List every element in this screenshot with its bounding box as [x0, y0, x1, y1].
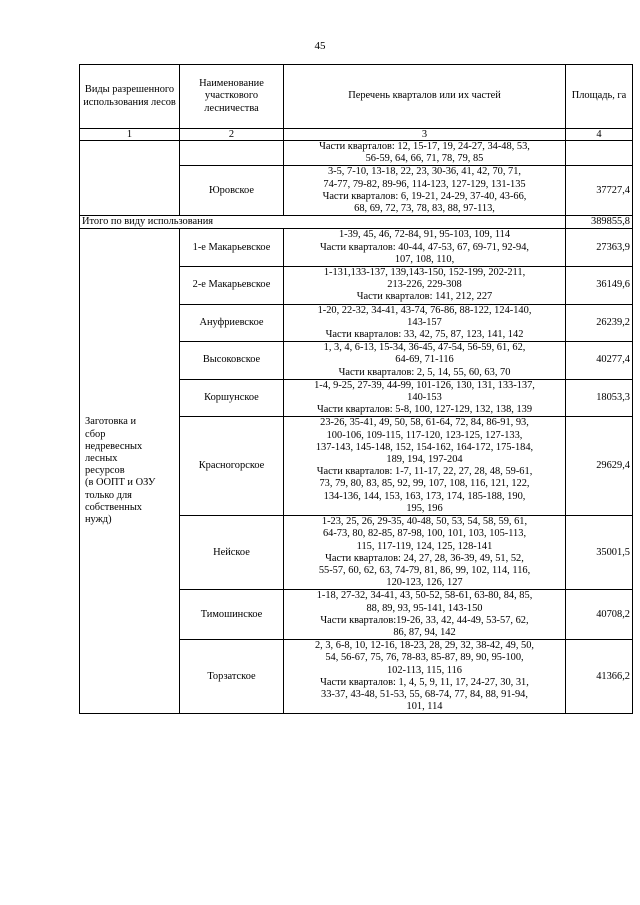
quarters-line: 137-143, 145-148, 152, 154-162, 164-172, 175-184, — [315, 441, 534, 453]
quarters-cell — [284, 379, 566, 417]
column-number: 2 — [180, 129, 284, 141]
column-number: 4 — [566, 129, 633, 141]
quarters-line: 1-39, 45, 46, 72-84, 91, 95-103, 109, 114 — [338, 229, 511, 241]
quarters-line: 64-73, 80, 82-85, 87-98, 100, 101, 103, 105-113, — [322, 528, 527, 540]
area-value: 35001,5 — [566, 516, 633, 590]
use-type-line: только для — [85, 489, 132, 501]
quarters-line: 64-69, 71-116 — [395, 354, 454, 366]
quarters-line: 195, 196 — [406, 502, 443, 514]
area-value: 29629,4 — [566, 417, 633, 516]
column-number: 1 — [80, 129, 180, 141]
quarters-line: 107, 108, 110, — [394, 253, 455, 265]
use-type-line: нужд) — [85, 514, 112, 526]
quarters-line: Части кварталов: 33, 42, 75, 87, 123, 141, 142 — [325, 329, 524, 341]
quarters-cell — [284, 640, 566, 714]
quarters-line: 54, 56-67, 75, 76, 78-83, 85-87, 89, 90, 95-100, — [325, 652, 524, 664]
area-cell-empty — [566, 141, 633, 166]
header-area: Площадь, га — [566, 65, 633, 129]
forestry-name: Юровское — [180, 166, 284, 216]
quarters-line: 33-37, 43-48, 51-53, 55, 68-74, 77, 84, 88, 91-94, — [321, 688, 528, 700]
header-forestry-name: Наименование участкового лесничества — [180, 65, 284, 129]
area-value: 18053,3 — [566, 379, 633, 417]
quarters-line: 68, 69, 72, 73, 78, 83, 88, 97-113, — [354, 203, 495, 215]
quarters-cell — [284, 516, 566, 590]
forestry-name: Красногорское — [180, 417, 284, 516]
quarters-line: 140-153 — [407, 392, 442, 404]
use-type-line: Заготовка и — [85, 416, 137, 428]
table-row — [80, 141, 633, 166]
area-value: 37727,4 — [566, 166, 633, 216]
quarters-line: Части кварталов: 141, 212, 227 — [356, 291, 493, 303]
forestry-name: Высоковское — [180, 342, 284, 380]
quarters-line: 1-20, 22-32, 34-41, 43-74, 76-86, 88-122, 124-140, — [317, 304, 532, 316]
quarters-line: 1, 3, 4, 6-13, 15-34, 36-45, 47-54, 56-59, 61, 62, — [323, 342, 526, 354]
area-value: 40708,2 — [566, 590, 633, 640]
use-type-line: лесных — [85, 453, 118, 465]
quarters-cell — [284, 267, 566, 305]
area-value: 40277,4 — [566, 342, 633, 380]
quarters-line: 74-77, 79-82, 89-96, 114-123, 127-129, 131-135 — [323, 178, 526, 190]
quarters-line: 73, 79, 80, 83, 85, 92, 99, 107, 108, 116, 121, 122, — [319, 478, 530, 490]
quarters-line: Части кварталов: 40-44, 47-53, 67, 69-71, 92-94, — [319, 241, 530, 253]
column-numbers-row — [80, 129, 633, 141]
quarters-line: 189, 194, 197-204 — [386, 454, 463, 466]
quarters-line: 101, 114 — [406, 701, 443, 713]
quarters-line: Части кварталов: 24, 27, 28, 36-39, 49, 51, 52, — [325, 552, 524, 564]
quarters-line: Части кварталов: 1, 4, 5, 9, 11, 17, 24-27, 30, 31, — [320, 676, 529, 688]
quarters-line: 56-59, 64, 66, 71, 78, 79, 85 — [365, 153, 484, 165]
header-use-type: Виды разрешенного использования лесов — [80, 65, 180, 129]
quarters-line: 213-226, 229-308 — [387, 279, 462, 291]
use-type-line: (в ООПТ и ОЗУ — [85, 477, 156, 489]
quarters-line: 115, 117-119, 124, 125, 128-141 — [356, 540, 493, 552]
forestry-name: Тимошинское — [180, 590, 284, 640]
quarters-line: 23-26, 35-41, 49, 50, 58, 61-64, 72, 84, 86-91, 93, — [320, 417, 529, 429]
quarters-line: 3-5, 7-10, 13-18, 22, 23, 30-36, 41, 42, 70, 71, — [327, 166, 522, 178]
quarters-cell — [284, 417, 566, 516]
column-number: 3 — [284, 129, 566, 141]
quarters-line: 100-106, 109-115, 117-120, 123-125, 127-133, — [326, 429, 523, 441]
quarters-cell — [284, 166, 566, 216]
quarters-line: 1-18, 27-32, 34-41, 43, 50-52, 58-61, 63-80, 84, 85, — [316, 590, 533, 602]
quarters-line: 1-131,133-137, 139,143-150, 152-199, 202-211, — [323, 267, 526, 279]
area-value: 41366,2 — [566, 640, 633, 714]
quarters-line: 102-113, 115, 116 — [386, 664, 463, 676]
quarters-line: Части кварталов:19-26, 33, 42, 44-49, 53-57, 62, — [320, 614, 529, 626]
quarters-cell — [284, 304, 566, 342]
quarters-line: 143-157 — [407, 316, 442, 328]
forestry-name: Ануфриевское — [180, 304, 284, 342]
quarters-line: 134-136, 144, 153, 163, 173, 174, 185-188, 190, — [323, 490, 526, 502]
use-type-line: недревесных — [85, 440, 143, 452]
forestry-name: Нейское — [180, 516, 284, 590]
total-area: 389855,8 — [566, 216, 633, 229]
forestry-name: 1-е Макарьевское — [180, 229, 284, 267]
use-type-cell-empty — [80, 141, 180, 216]
quarters-line: Части кварталов: 1-7, 11-17, 22, 27, 28, 48, 59-61, — [316, 466, 533, 478]
quarters-line: Части кварталов: 2, 5, 14, 55, 60, 63, 70 — [338, 366, 511, 378]
page-number: 45 — [314, 40, 326, 52]
forestry-name: 2-е Макарьевское — [180, 267, 284, 305]
quarters-line: 86, 87, 94, 142 — [393, 626, 456, 638]
forestry-name-cell-empty — [180, 141, 284, 166]
use-type-cell — [80, 229, 180, 714]
quarters-line: Части кварталов: 6, 19-21, 24-29, 37-40, 43-66, — [322, 190, 527, 202]
quarters-line: 1-23, 25, 26, 29-35, 40-48, 50, 53, 54, 58, 59, 61, — [321, 516, 528, 528]
quarters-cell — [284, 141, 566, 166]
quarters-line: 120-123, 126, 127 — [386, 577, 463, 589]
quarters-line: 55-57, 60, 62, 63, 74-79, 81, 86, 99, 102, 114, 116, — [318, 564, 531, 576]
use-type-line: ресурсов — [85, 465, 125, 477]
use-type-line: сбор — [85, 428, 106, 440]
area-value: 26239,2 — [566, 304, 633, 342]
quarters-line: Части кварталов: 5-8, 100, 127-129, 132, 138, 139 — [316, 404, 533, 416]
quarters-cell — [284, 590, 566, 640]
use-type-line: собственных — [85, 501, 143, 513]
table-row — [80, 229, 633, 267]
total-row — [80, 216, 633, 229]
forestry-name: Коршунское — [180, 379, 284, 417]
area-value: 36149,6 — [566, 267, 633, 305]
quarters-line: Части кварталов: 12, 15-17, 19, 24-27, 34-48, 53, — [319, 141, 530, 152]
header-row — [80, 65, 633, 129]
quarters-cell — [284, 229, 566, 267]
forestry-name: Торзатское — [180, 640, 284, 714]
header-quarters-list: Перечень кварталов или их частей — [284, 65, 566, 129]
quarters-line: 2, 3, 6-8, 10, 12-16, 18-23, 28, 29, 32, 38-42, 49, 50, — [314, 640, 535, 652]
area-value: 27363,9 — [566, 229, 633, 267]
forest-use-table — [79, 64, 633, 714]
quarters-line: 1-4, 9-25, 27-39, 44-99, 101-126, 130, 131, 133-137, — [314, 379, 535, 391]
total-label: Итого по виду использования — [80, 216, 566, 229]
quarters-cell — [284, 342, 566, 380]
quarters-line: 88, 89, 93, 95-141, 143-150 — [366, 602, 483, 614]
